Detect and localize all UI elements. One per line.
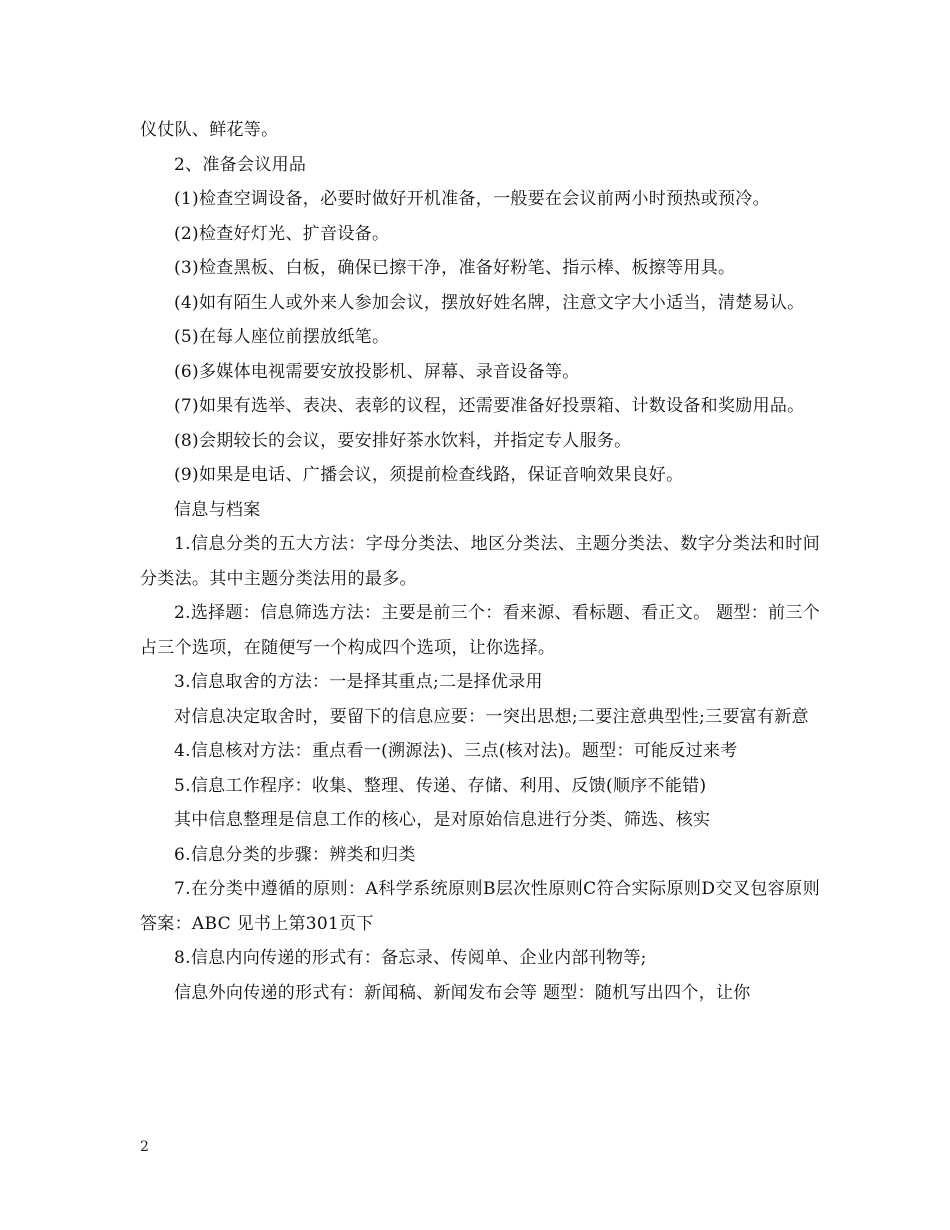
paragraph: (8)会期较长的会议，要安排好茶水饮料，并指定专人服务。 bbox=[174, 430, 632, 451]
paragraph: 其中信息整理是信息工作的核心，是对原始信息进行分类、筛选、核实 bbox=[174, 810, 711, 830]
paragraph: 仪仗队、鲜花等。 bbox=[140, 120, 279, 140]
paragraph: 2.选择题：信息筛选方法：主要是前三个：看来源、看标题、看正文。 题型：前三个占三个选项，在随便写一个构成四个选项，让你选择。 bbox=[140, 603, 820, 658]
page-number: 2 bbox=[140, 1139, 149, 1155]
paragraph: (7)如果有选举、表决、表彰的议程，还需要准备好投票箱、计数设备和奖励用品。 bbox=[174, 396, 805, 416]
paragraph: 8.信息内向传递的形式有：备忘录、传阅单、企业内部刊物等; bbox=[174, 948, 647, 968]
section-heading: 信息与档案 bbox=[174, 499, 261, 520]
paragraph: 6.信息分类的步骤：辨类和归类 bbox=[174, 844, 416, 865]
paragraph: (3)检查黑板、白板，确保已擦干净，准备好粉笔、指示棒、板擦等用具。 bbox=[174, 258, 736, 278]
paragraph: (4)如有陌生人或外来人参加会议，摆放好姓名牌，注意文字大小适当，清楚易认。 bbox=[174, 292, 805, 313]
paragraph: (2)检查好灯光、扩音设备。 bbox=[174, 223, 390, 244]
paragraph: 4.信息核对方法：重点看一(溯源法)、三点(核对法)。题型：可能反过来考 bbox=[174, 741, 738, 761]
body-text bbox=[140, 113, 820, 1010]
paragraph: 3.信息取舍的方法：一是择其重点;二是择优录用 bbox=[174, 672, 543, 692]
paragraph: 信息外向传递的形式有：新闻稿、新闻发布会等 题型：随机写出四个，让你 bbox=[174, 982, 751, 1003]
paragraph: (9)如果是电话、广播会议，须提前检查线路，保证音响效果良好。 bbox=[174, 465, 684, 485]
paragraph: (1)检查空调设备，必要时做好开机准备，一般要在会议前两小时预热或预冷。 bbox=[174, 189, 770, 209]
paragraph: 对信息决定取舍时，要留下的信息应要：一突出思想;二要注意典型性;三要富有新意 bbox=[174, 706, 809, 727]
paragraph: 2、准备会议用品 bbox=[174, 154, 307, 175]
paragraph: 1.信息分类的五大方法：字母分类法、地区分类法、主题分类法、数字分类法和时间分类法。其中主题分类法用的最多。 bbox=[140, 534, 820, 589]
paragraph: 5.信息工作程序：收集、整理、传递、存储、利用、反馈(顺序不能错) bbox=[174, 775, 707, 796]
paragraph: (6)多媒体电视需要安放投影机、屏幕、录音设备等。 bbox=[174, 361, 580, 382]
paragraph: 7.在分类中遵循的原则：A科学系统原则B层次性原则C符合实际原则D交叉包容原则 答案：ABC 见书上第301页下 bbox=[140, 879, 820, 934]
paragraph: (5)在每人座位前摆放纸笔。 bbox=[174, 327, 390, 347]
